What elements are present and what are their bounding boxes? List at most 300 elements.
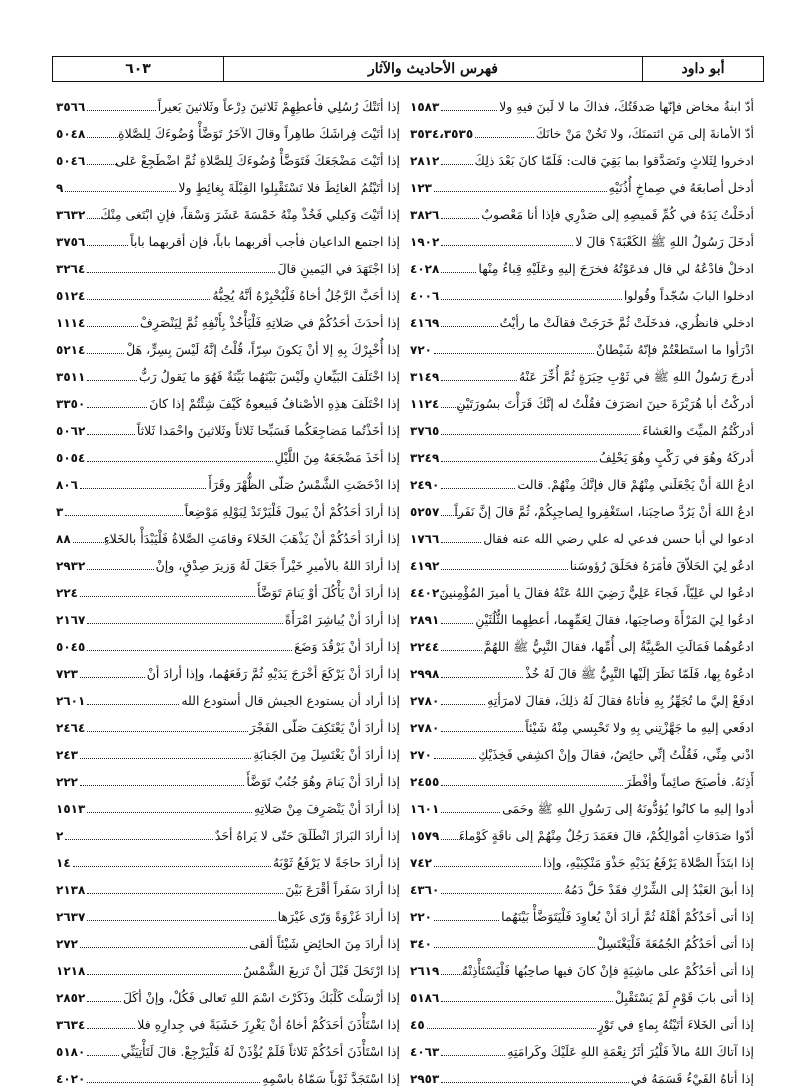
- index-entry: [410, 92, 754, 119]
- index-entry: [410, 632, 754, 659]
- index-entry: [56, 1010, 400, 1037]
- hadith-number: ٢: [56, 829, 64, 843]
- index-entry: [56, 416, 400, 443]
- leader-dots: [441, 596, 472, 597]
- entry-text: ادفَعي إليهِ ما جَهَّزْتِني بِهِ ولا تَحْبِسي مِنْهُ شَيْئاً: [525, 720, 754, 735]
- hadith-number: ٤١٦٩: [410, 316, 440, 330]
- hadith-number: ٣٥١١: [56, 370, 86, 384]
- entry-text: إذا أرادَ أنْ يَرْكَعَ أخْرَجَ يَدَيْهِ ثُمَّ رَفَعَهُما، وإذا أرادَ أنْ: [146, 666, 400, 681]
- hadith-number: ٢٧٨٠: [410, 694, 440, 708]
- leader-dots: [80, 677, 145, 678]
- index-entry: [410, 200, 754, 227]
- entry-text: إذا أتَيْتَ فِراشَكَ طاهِراً وقالَ الآخَرُ تَوَضَّأْ وُضُوءَكَ لِلصَّلاةِ: [118, 126, 400, 141]
- entry-text: إذا اسْتَأْذَنَ أحَدَكُمْ أخاهُ أنْ يَغْرِزَ خَشَبَةً في جِدارِهِ فلا: [137, 1017, 400, 1032]
- hadith-number: ٢١٦٧: [56, 613, 86, 627]
- leader-dots: [87, 272, 275, 273]
- hadith-number: ٢٦١٩: [410, 964, 440, 978]
- leader-dots: [434, 866, 541, 867]
- index-entry: [56, 605, 400, 632]
- entry-text: إذا ادْحَضَتِ الشَّمْسُ صَلّى الظُّهْرَ وقَرَأَ: [208, 477, 400, 492]
- leader-dots: [87, 920, 275, 921]
- index-entry: [56, 1064, 400, 1091]
- entry-text: أدّوا صَدَقاتِ أمْوالِكُمْ، قالَ فعَمَدَ رَجُلٌ مِنْهُمْ إلى ناقَةٍ كَوْماءَ: [458, 828, 754, 843]
- index-entry: [410, 686, 754, 713]
- entry-text: ادعُ اللهَ أنْ يَجْعَلَني مِنْهُمْ قال فإنَّكَ مِنْهُمْ. قالت: [517, 477, 754, 492]
- entry-text: إذا أرْسَلْتَ كَلْبَكَ وذَكَرْتَ اسْمَ اللهِ تَعالى فَكُلْ، وإنْ أكَلَ: [122, 990, 400, 1005]
- index-entry: [56, 335, 400, 362]
- leader-dots: [434, 920, 499, 921]
- entry-text: إذا أرادَ أنْ يَغْتَسِلَ مِنَ الجَنابَةِ: [253, 747, 400, 762]
- entry-text: إذا أرادَ أنْ يَأْكُلَ أوْ يَنامَ تَوَضَّأَ: [257, 585, 400, 600]
- leader-dots: [73, 542, 118, 543]
- index-entry: [410, 389, 754, 416]
- hadith-number: ٢٤٦٤: [56, 721, 86, 735]
- entry-text: أدخَلْتُ يَدَهُ في كُمِّ قَميصِهِ إلى صَدْرِي فإذا أنا مَعْصوبٌ: [481, 207, 754, 222]
- entry-text: إذا أرادَ اللهُ بالأميرِ خَيْراً جَعَلَ لَهُ وَزيرَ صِدْقٍ، وإنْ: [155, 558, 400, 573]
- entry-text: إذا اجْتَهَدَ في اليَمينِ قالَ: [277, 261, 400, 276]
- leader-dots: [441, 785, 623, 786]
- hadith-number: ٢٩٣٢: [56, 559, 86, 573]
- hadith-number: ٨٨: [56, 532, 71, 546]
- index-entry: [56, 119, 400, 146]
- index-entry: [56, 524, 400, 551]
- entry-text: إذا أتَيْتُمُ الغائِطَ فلا تَسْتَقْبِلوا القِبْلَةَ بِغائِطٍ ولا: [178, 180, 400, 195]
- leader-dots: [441, 272, 476, 273]
- hadith-number: ٥٠٥٤: [56, 451, 86, 465]
- leader-dots: [87, 623, 283, 624]
- index-entry: [410, 875, 754, 902]
- index-entry: [56, 794, 400, 821]
- entry-text: إذا أتاهُ الفَيْءُ قَسَمَهُ في: [630, 1071, 754, 1086]
- hadith-number: ٤٤٠٢: [410, 586, 440, 600]
- entry-text: إذا أحَبَّ الرَّجُلُ أخاهُ فَلْيُخْبِرْهُ أنَّهُ يُحِبُّهُ: [212, 288, 400, 303]
- entry-text: إذا أتَتْكَ رُسُلِي فأعطِهِمْ ثَلاثينَ دِرْعاً وثَلاثينَ بَعيراً: [157, 99, 400, 114]
- leader-dots: [441, 434, 640, 435]
- hadith-number: ١٧٦٦: [410, 532, 440, 546]
- index-entry: [410, 983, 754, 1010]
- leader-dots: [87, 812, 252, 813]
- entry-text: إذا ابتَدَأَ الصَّلاةَ يَرْفَعُ يَدَيْهِ حَذْوَ مَنْكِبَيْهِ، وإذا: [543, 855, 754, 870]
- hadith-number: ٩: [56, 181, 64, 195]
- index-entry: [56, 362, 400, 389]
- index-entry: [410, 767, 754, 794]
- hadith-number: ٤٠٢٠: [56, 1072, 86, 1086]
- index-entry: [56, 470, 400, 497]
- leader-dots: [87, 326, 138, 327]
- leader-dots: [65, 191, 176, 192]
- hadith-number: ٧٤٢: [410, 856, 432, 870]
- book-author: أبو داود: [642, 57, 763, 81]
- leader-dots: [441, 245, 573, 246]
- leader-dots: [80, 488, 206, 489]
- index-entry: [56, 254, 400, 281]
- leader-dots: [441, 1055, 505, 1056]
- index-entry: [56, 767, 400, 794]
- leader-dots: [87, 1028, 135, 1029]
- leader-dots: [87, 380, 137, 381]
- hadith-number: ١٥٧٩: [410, 829, 440, 843]
- hadith-number: ٧٢٠: [410, 343, 432, 357]
- hadith-number: ٣٢٦٤: [56, 262, 86, 276]
- index-entry: [56, 308, 400, 335]
- index-entry: [410, 173, 754, 200]
- entry-text: ادفَعْ إليَّ ما تُجَهِّزُ بِهِ فأتاهُ فقالَ لَهُ ذلِكَ، فقالَ لامرَأتِهِ: [487, 693, 754, 708]
- hadith-number: ١٦٠١: [410, 802, 440, 816]
- hadith-number: ٢٨٥٢: [56, 991, 86, 1005]
- index-entry: [56, 200, 400, 227]
- leader-dots: [73, 866, 271, 867]
- index-entry: [410, 308, 754, 335]
- entry-text: أدخل أصابعَهُ في صِماخِ أُذُنَيْهِ: [608, 180, 754, 195]
- entry-text: إذا أرادَ أنْ يَنامَ وهُوَ جُنُبٌ تَوَضَّأَ: [246, 774, 400, 789]
- leader-dots: [434, 353, 594, 354]
- entry-text: ادعُوا لِيَ المَرْأَةَ وصاحِبَها، فقالَ لِعَمِّهِما، أعطِهِما الثُّلُثَيْنِ: [475, 612, 754, 627]
- hadith-number: ٣١٤٩: [410, 370, 440, 384]
- leader-dots: [80, 947, 247, 948]
- index-entry: [410, 497, 754, 524]
- entry-text: أَذِنَهُ. فأصبَحَ صائِماً وأفْطَرَ: [625, 774, 754, 789]
- entry-text: إذا أرادَ البَرازَ انْطَلَقَ حَتّى لا يَراهُ أحَدٌ: [214, 828, 400, 843]
- entry-text: إذا أرادَ أحَدُكُمْ أنْ يَذْهَبَ الخَلاءَ وقامَتِ الصَّلاةُ فَلْيَبْدَأْ بالخَلاءِ: [103, 531, 400, 546]
- index-entry: [410, 119, 754, 146]
- entry-text: إذا أحدَثَ أحَدُكُمْ في صَلاتِهِ فَلْيَأْخُذْ بِأَنْفِهِ ثُمَّ لِيَنْصَرِفْ: [139, 315, 400, 330]
- index-entry: [56, 551, 400, 578]
- entry-text: إذا اسْتَأْذَنَ أحَدُكُمْ ثَلاثاً فَلَمْ يُؤْذَنْ لَهُ فَلْيَرْجِعْ. قالَ لَتَأْتِيَنِّي: [120, 1044, 400, 1059]
- index-entry: [56, 1037, 400, 1064]
- leader-dots: [441, 407, 472, 408]
- index-entry: [410, 821, 754, 848]
- hadith-number: ٣: [56, 505, 64, 519]
- entry-text: إذا أُخْبِرْكَ بِهِ إلا أنْ يَكونَ سِرّاً، قُلْتُ إنَّهُ لَيْسَ بِسِرٍّ، هَلْ: [126, 342, 400, 357]
- leader-dots: [87, 893, 283, 894]
- hadith-number: ٥١٢٤: [56, 289, 86, 303]
- hadith-number: ٥٢١٤: [56, 343, 86, 357]
- right-column: [410, 92, 754, 1091]
- entry-text: ادعوا لي أبا حسن فدعي له علي رضي الله عنه فقال: [483, 531, 754, 546]
- entry-text: ادخروا لِثَلاثٍ وتَصَدَّقوا بما بَقِيَ قالت: فَلَمّا كانَ بَعْدَ ذلِكَ: [474, 153, 754, 168]
- index-entry: [410, 443, 754, 470]
- leader-dots: [441, 677, 523, 678]
- index-entry: [56, 929, 400, 956]
- entry-text: إذا اجتمع الداعيان فأجب أقربهما باباً، فإن أقربهما باباً: [130, 234, 400, 249]
- hadith-number: ٢٧٠: [410, 748, 432, 762]
- index-entry: [410, 605, 754, 632]
- hadith-number: ٢٨١٢: [410, 154, 440, 168]
- index-entry: [56, 983, 400, 1010]
- leader-dots: [441, 731, 523, 732]
- index-entry: [410, 1010, 754, 1037]
- leader-dots: [87, 407, 147, 408]
- entry-text: ادعُوهُ بِها، فَلَمّا نَظَرَ إلَيْها النَّبِيُّ ﷺ قالَ لَهُ خُذْ: [525, 666, 754, 681]
- leader-dots: [427, 1028, 596, 1029]
- leader-dots: [87, 650, 292, 651]
- index-entry: [410, 902, 754, 929]
- index-entry: [410, 1037, 754, 1064]
- hadith-number: ٣٤٠: [410, 937, 432, 951]
- index-entry: [410, 524, 754, 551]
- entry-text: أدوا إليهِ ما كانُوا يُؤدُّونَهُ إلى رَسُولِ اللهِ ﷺ وحَمَى: [502, 801, 754, 816]
- leader-dots: [441, 569, 567, 570]
- leader-dots: [441, 1001, 613, 1002]
- hadith-number: ٧٢٣: [56, 667, 78, 681]
- index-entry: [56, 740, 400, 767]
- hadith-number: ٥٠٤٥: [56, 640, 86, 654]
- leader-dots: [87, 110, 156, 111]
- leader-dots: [441, 623, 473, 624]
- index-entry: [56, 902, 400, 929]
- index-entry: [410, 1064, 754, 1091]
- leader-dots: [87, 137, 118, 138]
- entry-text: أدّ ابنةُ مخاض فإنّها صَدقَتُكَ، فذاكَ ما لا لَبنَ فيهِ ولا: [499, 99, 754, 114]
- entry-text: ادعُوا لي عَلِيّاً، فَجاءَ عَلِيٌّ رَضِيَ اللهُ عَنْهُ فقالَ يا أميرَ المُؤْمِنينَ: [439, 585, 754, 600]
- hadith-number: ٣٦٣٢: [56, 208, 86, 222]
- entry-text: أدركَهُ وهُوَ في رَكْبٍ وهُوَ يَحْلِفُ: [598, 450, 754, 465]
- hadith-number: ٣٢٤٩: [410, 451, 440, 465]
- entry-text: إذا آتاكَ اللهُ مالاً فَلْيُرَ أثَرُ نِعْمَةِ اللهِ عَلَيْكَ وكَرامَتِهِ: [507, 1044, 754, 1059]
- entry-text: إذا أتَيْتَ وَكيلي فَخُذْ مِنْهُ خَمْسَةَ عَشَرَ وَسْقاً، فإنِ ابْتَغى مِنْكَ: [100, 207, 400, 222]
- index-entry: [56, 281, 400, 308]
- entry-text: إذا أتى أحَدُكُمْ على ماشِيَةٍ فإنْ كانَ فيها صاحِبُها فَلْيَسْتَأْذِنْهُ: [461, 963, 754, 978]
- entry-text: إذا أتَيْتَ مَضْجَعَكَ فَتَوَضَّأْ وُضُوءَكَ لِلصَّلاةِ ثُمَّ اضْطَجِعْ عَلى: [114, 153, 400, 168]
- hadith-number: ١٢١٨: [56, 964, 86, 978]
- leader-dots: [87, 569, 153, 570]
- entry-text: إذا أرادَ حاجَةً لا يَرْفَعُ ثَوْبَهُ: [272, 855, 400, 870]
- leader-dots: [87, 434, 135, 435]
- hadith-number: ١١٢٤: [410, 397, 440, 411]
- hadith-number: ٤١٩٢: [410, 559, 440, 573]
- leader-dots: [434, 191, 607, 192]
- hadith-number: ٤٣٦٠: [410, 883, 440, 897]
- leader-dots: [80, 785, 244, 786]
- entry-text: إذا أتى بابَ قَوْمٍ لَمْ يَسْتَقْبِلْ: [614, 990, 754, 1005]
- hadith-number: ٢٦٣٧: [56, 910, 86, 924]
- index-entry: [410, 416, 754, 443]
- leader-dots: [87, 1001, 121, 1002]
- hadith-number: ٣٣٥٠: [56, 397, 86, 411]
- hadith-number: ٢٩٩٨: [410, 667, 440, 681]
- leader-dots: [441, 326, 497, 327]
- leader-dots: [80, 596, 255, 597]
- entry-text: إذا أراد أن يستودع الجيش قال أستودع الله: [181, 693, 400, 708]
- leader-dots: [475, 137, 534, 138]
- index-entry: [56, 92, 400, 119]
- hadith-number: ٢٢٠: [410, 910, 432, 924]
- leader-dots: [434, 758, 476, 759]
- leader-dots: [80, 758, 251, 759]
- entry-text: إذا أتى الخَلاءَ أتَيْتُهُ بِماءٍ في تَوْرٍ: [597, 1017, 754, 1032]
- index-entry: [410, 335, 754, 362]
- index-entry: [410, 281, 754, 308]
- entry-text: إذا ارْتَحَلَ قَبْلَ أنْ تَزيغَ الشَّمْسُ: [243, 963, 400, 978]
- entry-text: إذا أخَذَ مَضْجَعَهُ مِنَ اللَّيْلِ: [274, 450, 400, 465]
- hadith-number: ١٥١٣: [56, 802, 86, 816]
- hadith-number: ١٩٠٢: [410, 235, 440, 249]
- index-entry: [410, 929, 754, 956]
- hadith-number: ٣٥٣٤،٣٥٣٥: [410, 127, 474, 141]
- hadith-number: ٣٥٦٦: [56, 100, 86, 114]
- index-entry: [410, 146, 754, 173]
- hadith-number: ١١١٤: [56, 316, 86, 330]
- hadith-number: ٢٧٢: [56, 937, 78, 951]
- hadith-number: ٣٧٥٦: [56, 235, 86, 249]
- entry-text: ادْني مِنِّي، فَقُلْتُ إنِّي حائِضٌ، فقالَ وإنْ اكشِفي فَخِذَيْكِ: [478, 747, 754, 762]
- index-entry: [56, 875, 400, 902]
- leader-dots: [441, 542, 481, 543]
- entry-text: إذا أتى أحَدُكُمْ أهْلَهُ ثُمَّ أرادَ أنْ يُعاوِدَ فَلْيَتَوَضَّأْ بَيْنَهُما: [501, 909, 754, 924]
- hadith-number: ٣٧٦٥: [410, 424, 440, 438]
- entry-text: إذا أرادَ غَزْوَةً وَرّى غَيْرَها: [277, 909, 400, 924]
- leader-dots: [441, 380, 517, 381]
- entry-text: إذا أرادَ أحَدُكُمْ أنْ يَبولَ فَلْيَرْتَدْ لِبَوْلِهِ مَوْضِعاً: [184, 504, 400, 519]
- index-title: فهرس الأحاديث والآثار: [223, 57, 642, 81]
- leader-dots: [441, 299, 622, 300]
- hadith-number: ٣٨٢٦: [410, 208, 440, 222]
- entry-text: إذا أرادَ مِنَ الحائِضِ شَيْئاً ألقى: [249, 936, 400, 951]
- leader-dots: [441, 164, 472, 165]
- leader-dots: [441, 218, 479, 219]
- index-entry: [56, 821, 400, 848]
- entry-text: إذا أخَذْتُما مَضاجِعَكُما فَسَبِّحا ثَلاثاً وثَلاثينَ واحْمَدا ثَلاثاً: [136, 423, 400, 438]
- index-entry: [410, 956, 754, 983]
- index-entry: [56, 578, 400, 605]
- leader-dots: [87, 974, 241, 975]
- index-entry: [410, 659, 754, 686]
- index-entry: [56, 659, 400, 686]
- leader-dots: [441, 515, 472, 516]
- hadith-number: ٢٤٩٠: [410, 478, 440, 492]
- leader-dots: [441, 461, 597, 462]
- hadith-number: ٢٢٢: [56, 775, 78, 789]
- index-entry: [56, 389, 400, 416]
- hadith-number: ٢٧٨٠: [410, 721, 440, 735]
- entry-text: إذا أرادَ أنْ يَنْصَرِفَ مِنْ صَلاتِهِ: [254, 801, 400, 816]
- index-entry: [410, 470, 754, 497]
- hadith-number: ٤٠٢٨: [410, 262, 440, 276]
- index-entry: [56, 443, 400, 470]
- index-entry: [410, 362, 754, 389]
- hadith-number: ٢٤٣: [56, 748, 78, 762]
- index-entry: [410, 794, 754, 821]
- leader-dots: [87, 461, 272, 462]
- entry-text: ادعُو لِيَ الحَلاّقَ فأمَرَهُ فحَلَقَ رُؤوسَنا: [569, 558, 754, 573]
- index-entry: [56, 713, 400, 740]
- leader-dots: [441, 839, 472, 840]
- leader-dots: [441, 650, 481, 651]
- index-entry: [56, 956, 400, 983]
- entry-text: أدّ الأمانةَ إلى مَنِ ائتمنَكَ، ولا تَخُنْ مَنْ خانَكَ: [535, 126, 754, 141]
- leader-dots: [441, 488, 515, 489]
- index-entry: [56, 173, 400, 200]
- leader-dots: [441, 1082, 629, 1083]
- leader-dots: [87, 164, 118, 165]
- entry-text: أدخَلَ رَسُولُ اللهِ ﷺ الكَعْبَةَ؟ قالَ لا: [575, 234, 754, 249]
- hadith-number: ١٢٣: [410, 181, 432, 195]
- leader-dots: [441, 110, 497, 111]
- page-number: ٦٠٣: [125, 61, 151, 77]
- entry-text: ادخلْ فادْعُهُ لي قال فدعَوْتُهُ فخرَجَ إليهِ وعَلَيْهِ قِباءٌ مِنْها: [478, 261, 754, 276]
- entry-text: ادعُ اللهَ أنْ يَرُدَّ صاحِبَنا، استَغْفِروا لِصاحِبِكُمْ، ثُمَّ قالَ إنَّ نَفَراً: [454, 504, 754, 519]
- leader-dots: [441, 812, 500, 813]
- hadith-number: ٥٠٤٨: [56, 127, 86, 141]
- page-header: [52, 56, 764, 82]
- hadith-number: ٣٦٣٤: [56, 1018, 86, 1032]
- left-column: [56, 92, 400, 1091]
- index-entry: [410, 254, 754, 281]
- hadith-number: ٢٨٩١: [410, 613, 440, 627]
- hadith-number: ٤٥: [410, 1018, 425, 1032]
- leader-dots: [65, 515, 182, 516]
- entry-text: ادخلوا البابَ سُجّداً وقُولوا: [623, 288, 754, 303]
- entry-text: أدركْتُ أبا هُرَيْرَةَ حينَ انصَرَفَ فقُلْتُ له إنَّكَ قَرَأْتَ بسُورَتَيْنِ: [456, 396, 754, 411]
- leader-dots: [441, 893, 562, 894]
- entry-text: إذا أبقَ العَبْدُ إلى الشِّرْكِ فقَدْ حَلَّ دَمُهُ: [564, 882, 754, 897]
- entry-text: أدركْتُمُ الميِّتَ والعَشاءَ: [642, 423, 754, 438]
- hadith-number: ٢١٣٨: [56, 883, 86, 897]
- hadith-number: ٤٠٦٣: [410, 1045, 440, 1059]
- entry-text: إذا اسْتَجَدَّ ثَوْباً سَمّاهُ باسْمِهِ: [262, 1071, 400, 1086]
- entry-text: إذا أرادَ أنْ يَعْتَكِفَ صَلّى الفَجْرَ: [249, 720, 400, 735]
- leader-dots: [65, 839, 212, 840]
- leader-dots: [434, 947, 595, 948]
- leader-dots: [441, 974, 472, 975]
- leader-dots: [87, 299, 210, 300]
- hadith-number: ٥٠٤٦: [56, 154, 86, 168]
- index-entry: [56, 686, 400, 713]
- hadith-number: ٥٢٥٧: [410, 505, 440, 519]
- hadith-number: ١٥٨٣: [410, 100, 440, 114]
- leader-dots: [87, 704, 179, 705]
- leader-dots: [87, 218, 118, 219]
- index-entry: [410, 551, 754, 578]
- hadith-number: ٤٠٠٦: [410, 289, 440, 303]
- index-entry: [410, 227, 754, 254]
- entry-text: إذا أرادَ أنْ يُباشِرَ امْرَأَةً: [284, 612, 400, 627]
- hadith-number: ٢٤٥٥: [410, 775, 440, 789]
- hadith-number: ٨٠٦: [56, 478, 78, 492]
- hadith-number: ٥١٨٠: [56, 1045, 86, 1059]
- index-entry: [410, 740, 754, 767]
- leader-dots: [441, 704, 485, 705]
- hadith-number: ٢٦٠١: [56, 694, 86, 708]
- index-entry: [56, 146, 400, 173]
- entry-text: ادعُوهُما فَمَالَتِ الصَّبِيَّةُ إلى أُمِّها، فقالَ النَّبِيُّ ﷺ اللهُمَّ: [483, 639, 754, 654]
- leader-dots: [87, 1055, 118, 1056]
- leader-dots: [87, 245, 128, 246]
- entry-text: أدرجَ رَسُولُ اللهِ ﷺ في ثَوْبِ حِبَرَةٍ ثُمَّ أُخِّرَ عَنْهُ: [518, 369, 754, 384]
- hadith-number: ٥١٨٦: [410, 991, 440, 1005]
- entry-text: إذا أرادَ أنْ يَرْقُدَ وَضَعَ: [294, 639, 400, 654]
- entry-text: إذا أتى أحَدُكُمُ الجُمُعَةَ فَلْيَغْتَسِلْ: [596, 936, 754, 951]
- index-entry: [56, 848, 400, 875]
- index-entry: [410, 578, 754, 605]
- hadith-number: ٥٠٦٢: [56, 424, 86, 438]
- entry-text: إذا اخْتَلَفَ هذِهِ الأصْنافُ فَبيعوهُ كَيْفَ شِئْتُمْ إذا كانَ: [149, 396, 400, 411]
- index-entry: [410, 713, 754, 740]
- entry-text: ادْرَأوا ما استَطعْتُمْ فإنّهُ شَيْطانٌ: [595, 342, 754, 357]
- entry-text: إذا اخْتَلَفَ البَيِّعانِ ولَيْسَ بَيْنَهُما بَيِّنَةٌ فَهُوَ ما يَقولُ رَبُّ: [138, 369, 400, 384]
- hadith-number: ٢٢٤: [56, 586, 78, 600]
- leader-dots: [87, 1082, 260, 1083]
- hadith-number: ١٤: [56, 856, 71, 870]
- hadith-number: ٢٢٤٤: [410, 640, 440, 654]
- leader-dots: [87, 353, 124, 354]
- hadith-number: ٢٩٥٣: [410, 1072, 440, 1086]
- index-entry: [56, 632, 400, 659]
- entry-text: ادخلي فانظُري، فدخَلَتْ ثُمَّ خَرَجَتْ فقالَتْ ما رأيْتُ: [499, 315, 754, 330]
- index-entry: [56, 227, 400, 254]
- entry-text: إذا أرادَ سَفَراً أقْرَعَ بَيْنَ: [285, 882, 400, 897]
- leader-dots: [87, 731, 247, 732]
